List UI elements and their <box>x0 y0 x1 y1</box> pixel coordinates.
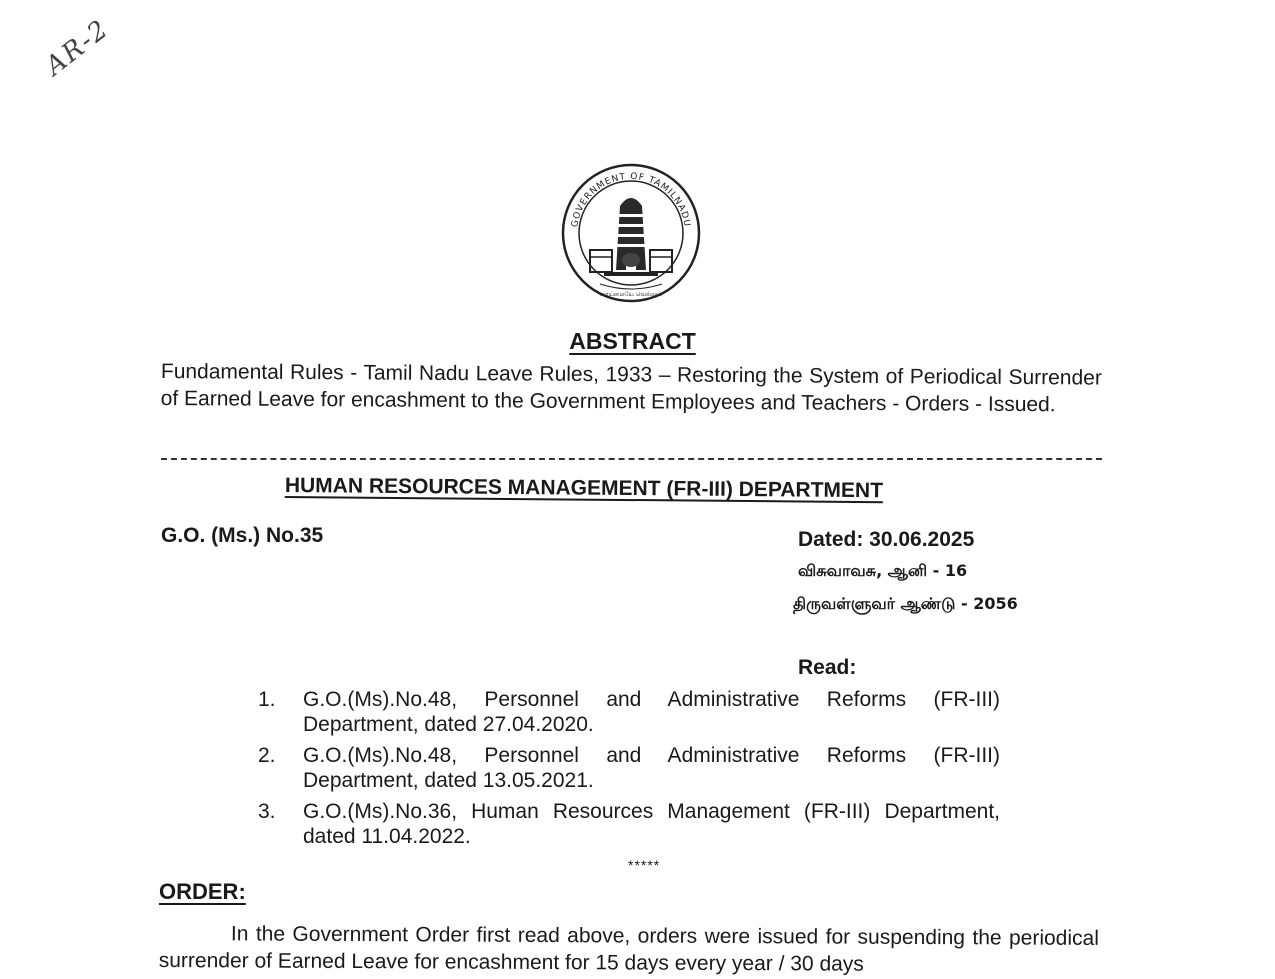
emblem-top-text: GOVERNMENT OF TAMILNADU <box>570 171 692 229</box>
go-number: G.O. (Ms.) No.35 <box>161 524 324 547</box>
abstract-title: ABSTRACT <box>569 328 696 354</box>
reference-number: 3. <box>258 800 276 823</box>
references-list <box>258 687 1000 855</box>
reference-text: G.O.(Ms).No.48, Personnel and Administrative Reforms (FR-III) Department, dated 27.04.2020. <box>303 688 1000 736</box>
handwritten-annotation: AR-2 <box>40 13 115 82</box>
reference-number: 1. <box>258 688 276 711</box>
reference-item <box>258 687 1000 737</box>
reference-text: G.O.(Ms).No.36, Human Resources Management (FR-III) Department, dated 11.04.2022. <box>303 800 1000 848</box>
tamil-nadu-emblem-icon <box>560 162 702 304</box>
dashed-divider <box>161 458 1102 460</box>
reference-item <box>258 799 1000 849</box>
read-label: Read: <box>798 656 857 679</box>
tamil-date-line-1: விசுவாவசு, ஆனி - 16 <box>798 561 968 580</box>
reference-text: G.O.(Ms).No.48, Personnel and Administrative Reforms (FR-III) Department, dated 13.05.2021. <box>303 744 1000 792</box>
order-date: Dated: 30.06.2025 <box>798 528 975 551</box>
order-paragraph: In the Government Order first read above, orders were issued for suspending the periodical surrender of Earned Leave for encashment for 15 days every year / 30 days <box>158 922 1099 976</box>
reference-number: 2. <box>258 744 276 767</box>
separator-stars: ***** <box>628 857 661 873</box>
department-heading: HUMAN RESOURCES MANAGEMENT (FR-III) DEPARTMENT <box>284 474 884 503</box>
tamil-date-line-2: திருவள்ளுவர் ஆண்டு - 2056 <box>793 594 1018 613</box>
emblem-motto: வாய்மையே வெல்லும் <box>599 291 663 298</box>
order-heading: ORDER: <box>159 879 246 904</box>
reference-item <box>258 743 1000 793</box>
abstract-body: Fundamental Rules - Tamil Nadu Leave Rules, 1933 – Restoring the System of Periodical Surrender of Earned Leave for encashment to the Government Employees and Teachers - Orders - Issued. <box>160 359 1102 417</box>
